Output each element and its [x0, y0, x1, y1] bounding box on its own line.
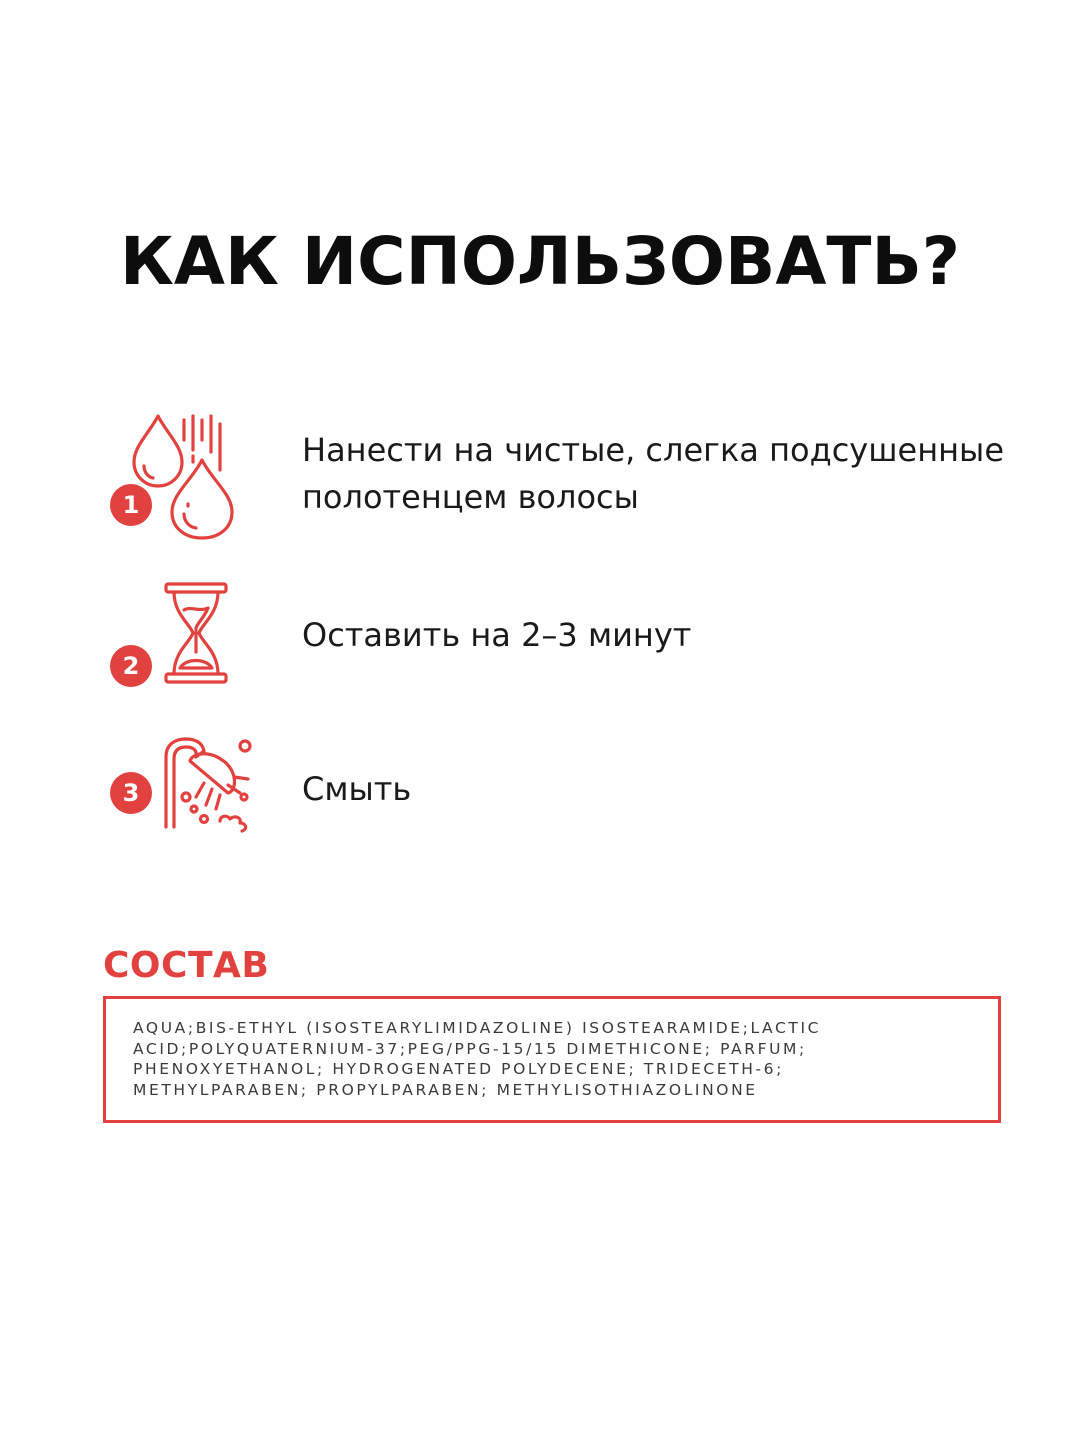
- step-1: [100, 410, 1004, 550]
- shower-icon: [100, 735, 270, 875]
- step-text: Нанести на чистые, слегка подсушенные полотенцем волосы: [302, 431, 1004, 516]
- step-number-badge: 3: [110, 772, 152, 814]
- hourglass-icon: [100, 580, 270, 720]
- step-text: Оставить на 2–3 минут: [302, 616, 692, 654]
- step-number-badge: 2: [110, 645, 152, 687]
- composition-text: AQUA;BIS-ETHYL (ISOSTEARYLIMIDAZOLINE) ISOSTEARAMIDE;LACTIC ACID;POLYQUATERNIUM-37;PEG/PPG-15/15 DIMETHICONE; PARFUM; PHENOXYETHANOL; HYDROGENATED POLYDECENE; TRIDECETH-6; METHYLPARABEN; PROPYLPARABEN; METHYLISOTHIAZOLINONE: [133, 1019, 822, 1099]
- page-title: КАК ИСПОЛЬЗОВАТЬ?: [119, 223, 961, 300]
- step-2: [100, 580, 1000, 690]
- step-3: [100, 735, 1000, 835]
- water-drops-icon: [100, 410, 270, 550]
- step-number-badge: 1: [110, 484, 152, 526]
- composition-box: [103, 996, 1001, 1123]
- composition-title: СОСТАВ: [103, 945, 270, 986]
- step-text: Смыть: [302, 770, 412, 808]
